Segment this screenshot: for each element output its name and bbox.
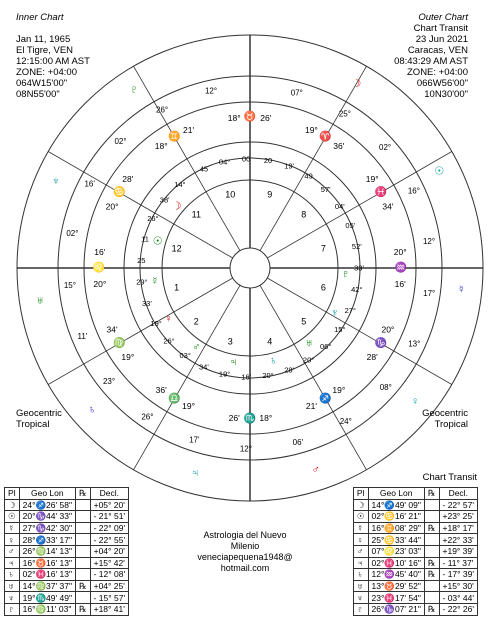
house-number: 12 [171,243,182,254]
table-row [353,522,477,534]
natal-degree-label: 00 [242,154,251,164]
natal-degree-label: 38' [159,195,170,205]
retrograde-cell [75,499,90,511]
col-header-declination: Decl. [439,488,478,500]
longitude-cell: 23°♓17' 54" [368,592,424,604]
declination-cell: +04° 25' [90,580,129,592]
transit-degree-label: 17° [423,289,436,299]
natal-degree-label: 04° [218,157,231,167]
transit-degree-label: 11' [77,331,88,341]
transit-degree-label: 15° [63,281,76,291]
cusp-sign-icon: ♏ [243,413,257,425]
planet-cell: ♄ [5,569,20,581]
longitude-cell: 13°♉29' 52" [368,580,424,592]
natal-degree-label: 52' [351,241,362,251]
table-row [353,511,477,523]
cusp-minutes: 21' [305,400,317,411]
house-number: 11 [191,209,201,220]
cusp-minutes: 36' [155,385,167,396]
outer-info-line: Chart Transit [413,23,468,34]
natal-degree-label: 20° [302,355,315,365]
table-row [353,580,477,592]
longitude-cell: 27°♑42' 30" [19,522,75,534]
planet-cell: ♅ [353,580,368,592]
right-zodiac-note [422,408,468,430]
declination-cell: +05° 20' [90,499,129,511]
cusp-degree: 20° [105,201,119,212]
retrograde-cell: ℞ [424,522,439,534]
longitude-cell: 26°♍14' 13" [19,545,75,557]
table-header-row [353,488,477,500]
retrograde-cell [75,522,90,534]
longitude-cell: 16°♍11' 03" [19,603,75,615]
planet-cell: ☽ [353,499,368,511]
natal-degree-label: 28' [284,365,294,375]
planet-cell: ♀ [353,534,368,546]
longitude-cell: 02°♋16' 21" [368,511,424,523]
retrograde-cell [424,580,439,592]
table-row [5,499,129,511]
natal-planet-icon: ♆ [330,307,339,320]
cusp-degree: 19° [182,400,196,411]
retrograde-cell [75,534,90,546]
col-header-longitude: Geo Lon [368,488,424,500]
house-number: 8 [301,209,307,220]
inner-info-line: 08N55'00" [16,89,60,100]
planet-cell: ☉ [353,511,368,523]
cusp-degree: 20° [93,278,107,289]
inner-info-line: El Tigre, VEN [16,45,74,56]
cusp-sign-icon: ♈ [319,131,332,143]
cusp-minutes: 26' [228,413,240,424]
natal-degree-label: 19' [284,161,294,171]
natal-degree-label: 34' [199,362,209,372]
longitude-cell: 16°♉16' 13" [19,557,75,569]
cusp-minutes: 21' [183,125,195,136]
natal-degree-label: 25 [137,255,146,265]
longitude-cell: 02°♓10' 16" [368,557,424,569]
zodiac-type-label: Geocentric [16,408,62,419]
house-number: 5 [301,316,307,327]
longitude-cell: 02°♓16' 13" [19,569,75,581]
inner-info-line: Jan 11, 1965 [16,34,71,45]
transit-degree-label: 02° [379,143,392,152]
planet-cell: ☽ [5,499,20,511]
natal-planet-icon: ♄ [269,355,278,368]
natal-planet-icon: ♂ [192,341,201,354]
declination-cell: +18° 17' [439,522,478,534]
natal-planet-icon: ♅ [304,337,314,350]
outer-info-line: 066W56'00" [416,78,468,89]
transit-planet-icon: ☿ [457,284,466,297]
cusp-degree: 18° [154,140,168,151]
transit-degree-label: 07° [290,88,303,98]
declination-cell: - 17° 39' [439,569,478,581]
table-row [5,592,129,604]
house-number: 6 [320,282,326,293]
table-row [353,603,477,615]
natal-degree-label: 27° [344,306,356,316]
retrograde-cell [75,511,90,523]
cusp-sign-icon: ♐ [319,393,332,405]
natal-planet-icon: ♇ [341,268,350,281]
retrograde-cell [424,511,439,523]
cusp-sign-icon: ♒ [394,262,408,274]
declination-cell: +04° 20' [90,545,129,557]
natal-planet-icon: ☿ [150,275,160,288]
col-header-retrograde: ℞ [75,488,90,500]
transit-degree-label: 23° [102,377,116,386]
cusp-minutes: 28' [122,174,134,185]
cusp-degree: 20° [393,247,407,258]
cusp-minutes: 16' [94,247,106,258]
retrograde-cell: ℞ [424,569,439,581]
col-header-planet: Pl [5,488,20,500]
natal-degree-label: 04' [334,201,345,211]
table-row [5,603,129,615]
longitude-cell: 14°♐49' 09" [368,499,424,511]
transit-planet-icon: ♅ [35,295,45,308]
cusp-degree: 20° [381,324,395,335]
planet-cell: ♃ [353,557,368,569]
transit-degree-label: 16° [407,186,420,196]
natal-planet-icon: ♃ [229,356,238,369]
zodiac-system-label: Tropical [434,419,468,430]
cusp-degree: 18° [259,413,273,424]
cusp-minutes: 16' [394,278,406,289]
col-header-longitude: Geo Lon [19,488,75,500]
natal-degree-label: 03° [179,351,191,361]
house-number: 7 [320,243,326,254]
retrograde-cell [75,557,90,569]
retrograde-cell: ℞ [75,580,90,592]
transit-planet-icon: ♂ [311,464,320,477]
transit-planet-icon: ♃ [190,467,200,480]
outer-info-line: 23 Jun 2021 [415,34,468,45]
natal-degree-label: 11 [141,234,149,244]
outer-info-line: ZONE: +04:00 [407,67,468,78]
planet-cell: ☿ [5,522,20,534]
outer-info-line: Caracas, VEN [407,45,468,56]
outer-info-line: 10N30'00" [424,89,468,100]
table-row [5,580,129,592]
natal-degree-label: 42° [351,285,363,295]
natal-degree-label: 19° [218,369,231,379]
table-row [353,545,477,557]
cusp-sign-icon: ♉ [243,111,257,123]
cusp-minutes: 28' [366,351,378,362]
cusp-degree: 19° [332,385,346,396]
retrograde-cell [424,499,439,511]
cusp-sign-icon: ♎ [168,393,181,405]
transit-planet-icon: ♆ [51,175,61,188]
transit-degree-label: 12° [422,236,436,246]
inner-info-line: ZONE: +04:00 [16,67,77,78]
retrograde-cell [75,569,90,581]
table-row [353,499,477,511]
declination-cell: - 22° 55' [90,534,129,546]
transit-planet-icon: ♀ [410,395,420,408]
declination-cell: - 21° 51' [90,511,129,523]
planet-cell: ♂ [353,545,368,557]
natal-degree-label: 19° [150,318,162,328]
planet-cell: ♆ [5,592,20,604]
natal-degree-label: 49 [304,171,313,181]
col-header-planet: Pl [353,488,368,500]
house-number: 3 [227,336,233,347]
planet-cell: ♀ [5,534,20,546]
outer-info-line: 08:43:29 AM AST [394,56,468,67]
retrograde-cell: ℞ [424,557,439,569]
house-number: 2 [193,316,199,327]
retrograde-cell [424,534,439,546]
natal-degree-label: 06° [320,341,332,351]
declination-cell: +18° 41' [90,603,129,615]
retrograde-cell [424,592,439,604]
table-header-row [5,488,129,500]
longitude-cell: 14°♍37' 37" [19,580,75,592]
retrograde-cell [75,545,90,557]
house-number: 10 [225,189,236,200]
transit-planet-icon: ☽ [351,78,362,90]
table-row [5,511,129,523]
transit-degree-label: 26° [141,412,154,422]
zodiac-type-label: Geocentric [422,408,468,419]
cusp-minutes: 36' [333,140,345,151]
retrograde-cell [424,545,439,557]
transit-degree-label: 13° [408,339,421,349]
retrograde-cell [75,592,90,604]
longitude-cell: 28°♐33' 17" [19,534,75,546]
cusp-minutes: 26' [260,112,272,123]
house-number: 9 [267,189,273,200]
inner-info-line: 064W15'00" [16,78,68,89]
house-number: 1 [174,282,180,293]
cusp-sign-icon: ♌ [92,262,106,274]
declination-cell: - 22° 09' [90,522,129,534]
natal-degree-label: 05' [345,220,356,230]
longitude-cell: 24°♐26' 58" [19,499,75,511]
planet-cell: ☉ [5,511,20,523]
transit-degree-label: 16' [84,179,95,189]
natal-degree-label: 26° [147,214,159,223]
longitude-cell: 25°♋33' 44" [368,534,424,546]
transit-degree-label: 02° [66,228,79,238]
cusp-sign-icon: ♊ [168,131,181,143]
natal-degree-label: 20° [262,371,274,380]
table-row [353,592,477,604]
cusp-sign-icon: ♓ [374,187,388,198]
longitude-cell: 07°♌23' 03" [368,545,424,557]
natal-positions-table [4,487,129,616]
outer-chart-title: Outer Chart [418,12,468,23]
left-zodiac-note [16,408,62,430]
natal-planet-icon: ♀ [164,312,173,325]
cusp-degree: 19° [304,125,318,136]
cusp-sign-icon: ♋ [112,187,126,198]
transit-positions-table [353,487,478,616]
declination-cell: +23° 25' [439,511,478,523]
table-row [353,557,477,569]
natal-planet-icon: ☉ [152,235,163,248]
credit-line: Astrologia del Nuevo [203,530,287,540]
declination-cell: - 12° 08' [90,569,129,581]
planet-cell: ♃ [5,557,20,569]
planet-cell: ♇ [353,603,368,615]
transit-degree-label: 17' [189,435,200,445]
table-row [5,545,129,557]
transit-degree-label: 06' [292,438,304,447]
table-row [353,534,477,546]
credit-line: veneciapequena1948@ [197,552,293,562]
cusp-minutes: 34' [382,201,394,212]
cusp-minutes: 34' [106,324,118,335]
transit-planet-icon: ♇ [130,83,139,96]
transit-table-title: Chart Transit [422,472,477,483]
zodiac-system-label: Tropical [16,419,50,430]
table-row [5,522,129,534]
declination-cell: - 03° 44' [439,592,478,604]
retrograde-cell: ℞ [75,603,90,615]
table-row [353,569,477,581]
table-row [5,569,129,581]
longitude-cell: 12°♒45' 40" [368,569,424,581]
natal-planet-icon: ☽ [171,200,182,213]
credit-line: hotmail.com [220,563,270,573]
natal-degree-label: 14° [174,180,186,189]
natal-degree-label: 57' [320,185,331,195]
declination-cell: - 15° 57' [90,592,129,604]
cusp-sign-icon: ♍ [112,338,126,349]
cusp-degree: 19° [121,351,135,362]
transit-degree-label: 08° [379,383,392,393]
planet-cell: ♆ [353,592,368,604]
declination-cell: - 22° 26' [439,603,478,615]
planet-cell: ☿ [353,522,368,534]
declination-cell: +22° 33' [439,534,478,546]
longitude-cell: 20°♑44' 33" [19,511,75,523]
col-header-retrograde: ℞ [424,488,439,500]
natal-degree-label: 15° [334,325,346,335]
declination-cell: - 22° 57' [439,499,478,511]
transit-planet-icon: ☉ [434,165,445,178]
declination-cell: +19° 39' [439,545,478,557]
transit-degree-label: 12° [204,86,218,96]
declination-cell: +15° 42' [90,557,129,569]
transit-degree-label: 12° [239,444,252,454]
natal-degree-label: 16' [241,372,252,382]
natal-degree-label: 33' [354,263,364,273]
natal-degree-label: 33' [142,299,152,308]
table-row [5,534,129,546]
col-header-declination: Decl. [90,488,129,500]
transit-degree-label: 24° [339,417,352,426]
inner-info-line: 12:15:00 AM AST [16,56,90,67]
retrograde-cell: ℞ [424,603,439,615]
transit-degree-label: 26° [156,105,169,115]
longitude-cell: 16°♊08' 29" [368,522,424,534]
natal-degree-label: 29° [136,277,148,287]
house-number: 4 [267,336,273,347]
transit-planet-icon: ♄ [87,404,97,417]
credit-line: Milenio [230,541,260,551]
natal-degree-label: 20 [263,156,273,165]
transit-degree-label: 25° [338,109,351,119]
longitude-cell: 19°♏49' 49" [19,592,75,604]
planet-cell: ♅ [5,580,20,592]
cusp-degree: 19° [365,174,379,185]
inner-chart-title: Inner Chart [16,12,64,23]
declination-cell: +15° 30' [439,580,478,592]
planet-cell: ♄ [353,569,368,581]
declination-cell: - 11° 37' [439,557,478,569]
planet-cell: ♂ [5,545,20,557]
cusp-sign-icon: ♑ [374,338,388,349]
transit-degree-label: 02° [114,137,127,147]
hub-ring [230,248,270,288]
planet-cell: ♇ [5,603,20,615]
natal-degree-label: 45 [199,164,209,174]
cusp-degree: 18° [227,112,241,123]
natal-degree-label: 26° [163,336,175,346]
table-row [5,557,129,569]
credit-text [180,530,310,574]
longitude-cell: 26°♑07' 21" [368,603,424,615]
